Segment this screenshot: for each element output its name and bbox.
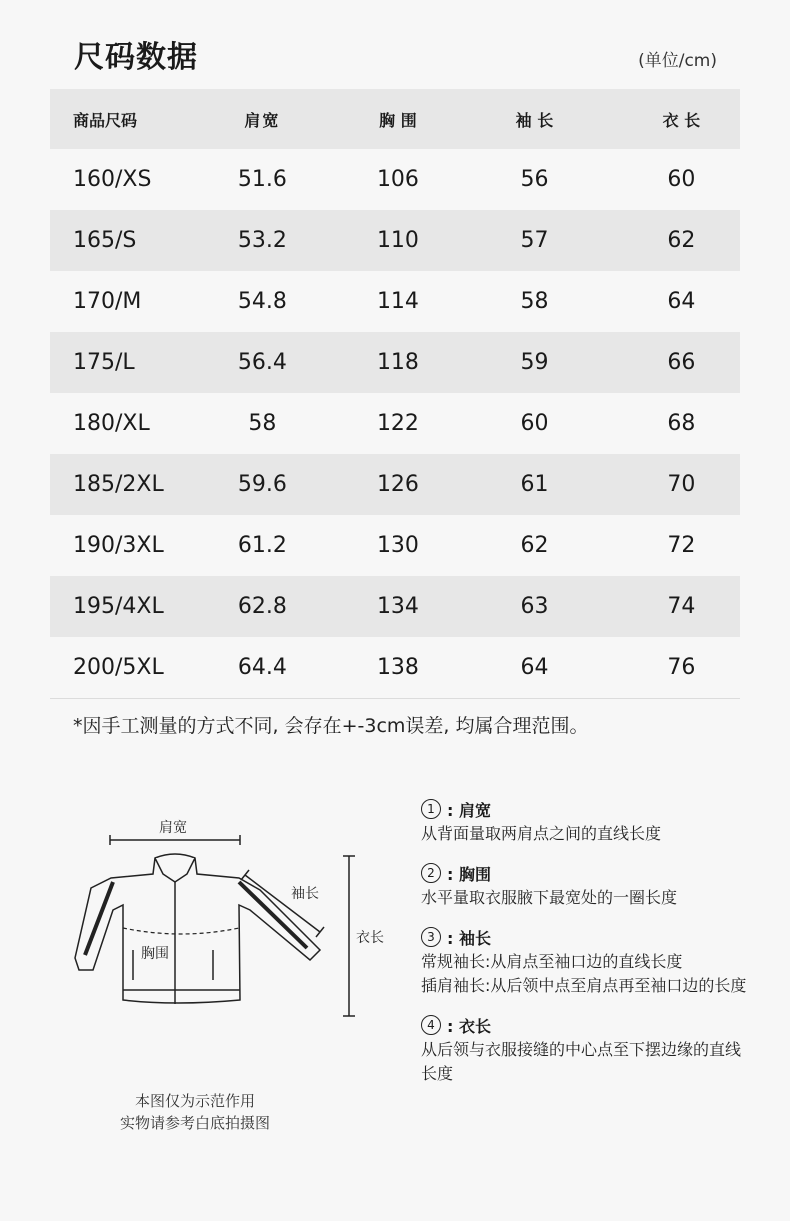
cell-size: 175/L (73, 350, 135, 375)
cell-sleeve: 63 (520, 594, 549, 619)
cell-size: 160/XS (73, 167, 152, 192)
table-row (50, 454, 740, 515)
table-row (50, 515, 740, 576)
cell-size: 190/3XL (73, 533, 164, 558)
table-row (50, 149, 740, 210)
cell-length: 72 (667, 533, 696, 558)
definition-length (421, 1012, 751, 1086)
cell-chest: 138 (376, 655, 419, 680)
cell-sleeve: 57 (520, 228, 549, 253)
cell-chest: 122 (376, 411, 419, 436)
number-badge: 4 (421, 1015, 441, 1035)
cell-shoulder: 64.4 (237, 655, 287, 680)
cell-chest: 110 (376, 228, 419, 253)
cell-sleeve: 64 (520, 655, 549, 680)
definition-text: 从后领与衣服接缝的中心点至下摆边缘的直线长度 (421, 1040, 742, 1083)
cell-shoulder: 59.6 (237, 472, 287, 497)
caption-line: 本图仅为示范作用 (134, 1092, 255, 1110)
cell-chest: 126 (376, 472, 419, 497)
cell-length: 74 (667, 594, 696, 619)
definition-key: 常规袖长: (421, 952, 491, 971)
cell-chest: 118 (376, 350, 419, 375)
cell-size: 195/4XL (73, 594, 164, 619)
definition-sleeve (421, 924, 751, 998)
cell-size: 200/5XL (73, 655, 164, 680)
cell-sleeve: 59 (520, 350, 549, 375)
length-measure-line (343, 856, 355, 1016)
cell-shoulder: 54.8 (237, 289, 287, 314)
chest-label: 胸围 (141, 946, 169, 962)
definition-text: 从肩点至袖口边的直线长度 (490, 952, 683, 971)
size-table (50, 89, 740, 698)
table-row (50, 576, 740, 637)
table-row (50, 637, 740, 698)
table-header (50, 89, 740, 149)
sleeve-label: 袖长 (291, 886, 319, 902)
cell-length: 60 (667, 167, 696, 192)
definition-chest (421, 860, 751, 910)
definition-text: 从背面量取两肩点之间的直线长度 (421, 824, 662, 843)
cell-length: 62 (667, 228, 696, 253)
cell-shoulder: 58 (248, 411, 277, 436)
cell-shoulder: 61.2 (237, 533, 287, 558)
header-shoulder: 肩宽 (244, 110, 281, 130)
cell-length: 68 (667, 411, 696, 436)
divider (50, 698, 740, 699)
header-chest: 胸 围 (379, 110, 417, 130)
cell-length: 66 (667, 350, 696, 375)
table-row (50, 332, 740, 393)
number-badge: 2 (421, 863, 441, 883)
length-label: 衣长 (356, 930, 384, 946)
definition-shoulder (421, 796, 751, 846)
header-sleeve: 袖 长 (515, 110, 554, 130)
cell-size: 185/2XL (73, 472, 164, 497)
shoulder-measure-line (110, 835, 240, 845)
number-badge: 3 (421, 927, 441, 947)
cell-chest: 130 (376, 533, 419, 558)
table-row (50, 393, 740, 454)
cell-length: 64 (667, 289, 696, 314)
table-row (50, 271, 740, 332)
cell-size: 180/XL (73, 411, 150, 436)
definition-text: 从后领中点至肩点再至袖口边的长度 (490, 976, 747, 995)
cell-chest: 114 (376, 289, 419, 314)
definition-title: : 衣长 (447, 1016, 491, 1036)
cell-chest: 106 (376, 167, 419, 192)
caption-line: 实物请参考白底拍摄图 (119, 1114, 270, 1132)
header-size: 商品尺码 (73, 110, 138, 130)
definition-key: 插肩袖长: (421, 976, 491, 995)
measurement-note: *因手工测量的方式不同, 会存在+-3cm误差, 均属合理范围。 (73, 715, 589, 737)
measurement-definitions (421, 796, 751, 1100)
definition-title: : 肩宽 (447, 800, 491, 820)
unit-label: (单位/cm) (638, 51, 717, 71)
cell-sleeve: 56 (520, 167, 549, 192)
cell-sleeve: 58 (520, 289, 549, 314)
diagram-caption (95, 1090, 295, 1134)
shoulder-label: 肩宽 (159, 820, 187, 836)
jacket-diagram (55, 810, 405, 1040)
cell-chest: 134 (376, 594, 419, 619)
definition-text: 水平量取衣服腋下最宽处的一圈长度 (421, 888, 678, 907)
cell-shoulder: 62.8 (237, 594, 287, 619)
cell-size: 165/S (73, 228, 137, 253)
cell-shoulder: 53.2 (237, 228, 287, 253)
cell-length: 76 (667, 655, 696, 680)
page-title: 尺码数据 (74, 40, 198, 75)
definition-title: : 袖长 (447, 928, 491, 948)
number-badge: 1 (421, 799, 441, 819)
definition-title: : 胸围 (447, 864, 491, 884)
cell-sleeve: 61 (520, 472, 549, 497)
cell-shoulder: 56.4 (237, 350, 287, 375)
cell-length: 70 (667, 472, 696, 497)
cell-sleeve: 60 (520, 411, 549, 436)
cell-shoulder: 51.6 (237, 167, 287, 192)
cell-sleeve: 62 (520, 533, 549, 558)
jacket-outline (75, 854, 320, 1004)
header-length: 衣 长 (662, 110, 701, 130)
table-row (50, 210, 740, 271)
cell-size: 170/M (73, 289, 142, 314)
